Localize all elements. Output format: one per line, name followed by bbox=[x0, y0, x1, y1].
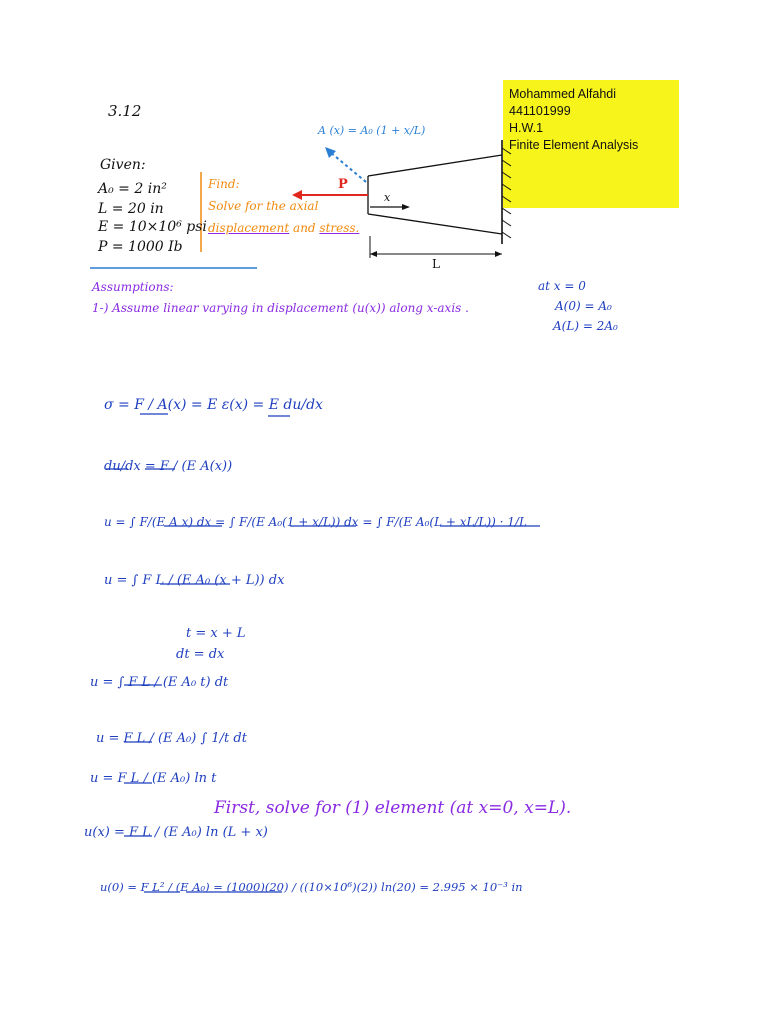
condition-at-x0: at x = 0 bbox=[538, 279, 586, 293]
find-line-1: Solve for the axial bbox=[208, 199, 319, 213]
equation-substitution-t: t = x + L bbox=[186, 626, 246, 641]
given-area: A₀ = 2 in² bbox=[98, 181, 167, 197]
bar-bottom-edge bbox=[368, 214, 502, 234]
homework-label: H.W.1 bbox=[509, 121, 544, 135]
problem-number: 3.12 bbox=[108, 102, 142, 120]
area-function-label: A (x) = A₀ (1 + x/L) bbox=[318, 124, 426, 137]
x-axis-label: x bbox=[384, 191, 391, 204]
equation-stress: σ = F / A(x) = E ε(x) = E du/dx bbox=[104, 397, 323, 413]
student-id: 441101999 bbox=[509, 104, 571, 118]
student-name: Mohammed Alfahdi bbox=[509, 87, 617, 101]
equation-result: u(0) = F L² / (E A₀) = (1000)(20) / ((10×10⁶)(2)) ln(20) = 2.995 × 10⁻³ in bbox=[100, 880, 523, 894]
equation-integral-1: u = ∫ F/(E A x) dx = ∫ F/(E A₀(1 + x/L)) dx = ∫ F/(E A₀(L + xL/L)) · 1/L bbox=[104, 515, 527, 529]
length-label: L bbox=[432, 257, 440, 271]
given-title: Given: bbox=[100, 157, 146, 173]
condition-A0: A(0) = A₀ bbox=[555, 299, 612, 313]
equation-strain: du/dx = F / (E A(x)) bbox=[104, 459, 233, 474]
equation-factored: u = F L / (E A₀) ∫ 1/t dt bbox=[96, 731, 247, 746]
wall-hatching bbox=[502, 148, 511, 238]
equation-displacement: u(x) = F L / (E A₀) ln (L + x) bbox=[84, 825, 268, 840]
condition-AL: A(L) = 2A₀ bbox=[553, 319, 618, 333]
find-displacement: displacement bbox=[208, 221, 290, 235]
fraction-bars bbox=[106, 414, 540, 892]
find-and: and bbox=[289, 221, 320, 235]
equation-integral-2: u = ∫ F L / (E A₀ (x + L)) dx bbox=[104, 573, 285, 588]
instruction-note: First, solve for (1) element (at x=0, x=L). bbox=[214, 798, 572, 818]
given-length: L = 20 in bbox=[98, 201, 164, 217]
equation-substitution-dt: dt = dx bbox=[176, 647, 225, 662]
course-name: Finite Element Analysis bbox=[509, 138, 639, 152]
equation-log-t: u = F L / (E A₀) ln t bbox=[90, 771, 217, 786]
assumption-1: 1-) Assume linear varying in displacement (u(x)) along x-axis . bbox=[92, 301, 469, 315]
given-load: P = 1000 Ib bbox=[98, 239, 183, 255]
bar-top-edge bbox=[368, 155, 502, 176]
find-stress: stress. bbox=[319, 221, 360, 235]
find-line-2 bbox=[208, 222, 359, 234]
area-leader bbox=[330, 152, 366, 182]
assumptions-title: Assumptions: bbox=[92, 280, 174, 294]
find-title: Find: bbox=[208, 177, 240, 191]
equation-integral-t: u = ∫ F L / (E A₀ t) dt bbox=[90, 675, 229, 690]
given-modulus: E = 10×10⁶ psi bbox=[98, 219, 207, 235]
load-label: P bbox=[338, 177, 348, 192]
